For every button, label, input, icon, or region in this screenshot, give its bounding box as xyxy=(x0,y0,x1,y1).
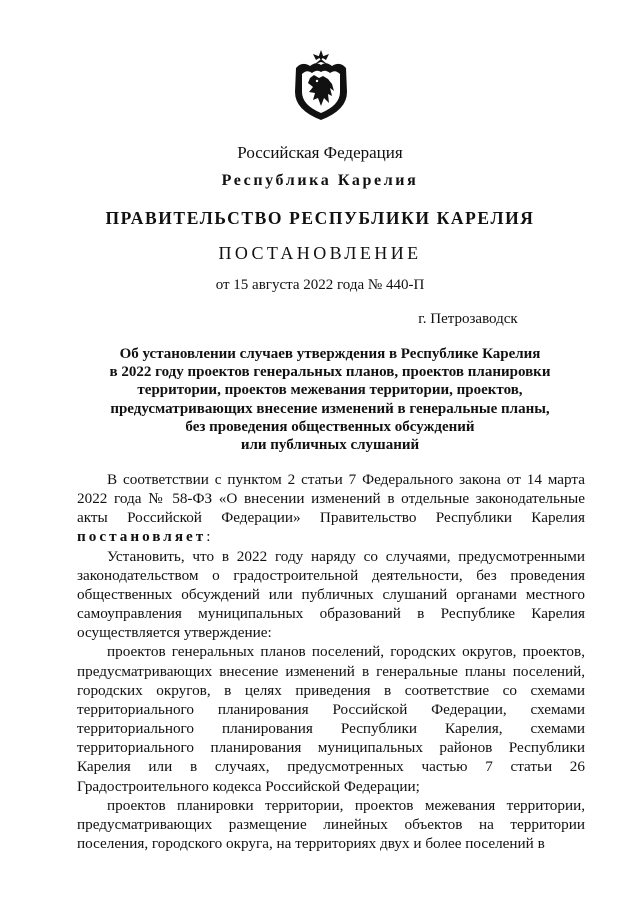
document-type-heading: ПОСТАНОВЛЕНИЕ xyxy=(218,243,422,263)
karelia-coat-of-arms-icon xyxy=(290,48,352,122)
preamble-text: В соответствии с пунктом 2 статьи 7 Федерального закона от 14 марта 2022 года № 58-ФЗ «О внесении изменений в отдельные законодательные акты Российской Федерации» Правительство Республики Карелия xyxy=(77,471,585,527)
body-paragraph: проектов планировки территории, проектов межевания территории, предусматривающих размещение линейных объектов на территории поселения, городского округа, на территориях двух и более поселений в xyxy=(77,796,585,852)
preamble-colon: : xyxy=(206,528,211,546)
document-body xyxy=(77,470,585,853)
body-paragraph xyxy=(77,470,585,547)
republic-heading: Республика Карелия xyxy=(221,172,419,189)
body-paragraph: проектов генеральных планов поселений, городских округов, проектов, предусматривающих внесение изменений в генеральные планы поселений, городских округов, в целях приведения в соответствие со схемами территориального планирования Российской Федерации, схемами территориального планирования Республики Карелия, схемами территориального планирования муниципальных районов Республики Карелия или в случаях, предусмотренных частью 7 статьи 26 Градостроительного кодекса Российской Федерации; xyxy=(77,643,585,795)
title-line: или публичных слушаний xyxy=(240,437,420,454)
title-line: без проведения общественных обсуждений xyxy=(185,418,475,435)
decree-keyword: постановляет xyxy=(77,528,207,546)
title-line: Об установлении случаев утверждения в Республике Карелия xyxy=(119,346,541,362)
title-line: в 2022 году проектов генеральных планов, проектов планировки xyxy=(109,364,551,381)
document-title xyxy=(70,345,590,454)
title-line: территории, проектов межевания территории, проектов, xyxy=(137,382,523,399)
government-heading: ПРАВИТЕЛЬСТВО РЕСПУБЛИКИ КАРЕЛИЯ xyxy=(105,208,535,228)
federation-heading: Российская Федерация xyxy=(237,143,403,162)
city-line: г. Петрозаводск xyxy=(418,311,518,327)
title-line: предусматривающих внесение изменений в генеральные планы, xyxy=(110,400,550,417)
date-number-line: от 15 августа 2022 года № 440-П xyxy=(215,277,425,293)
body-paragraph: Установить, что в 2022 году наряду со случаями, предусмотренными законодательством о градостроительной деятельности, без проведения общественных обсуждений или публичных слушаний органами местного самоуправления муниципальных образований в Республике Карелия осуществляется утверждение: xyxy=(77,547,585,642)
